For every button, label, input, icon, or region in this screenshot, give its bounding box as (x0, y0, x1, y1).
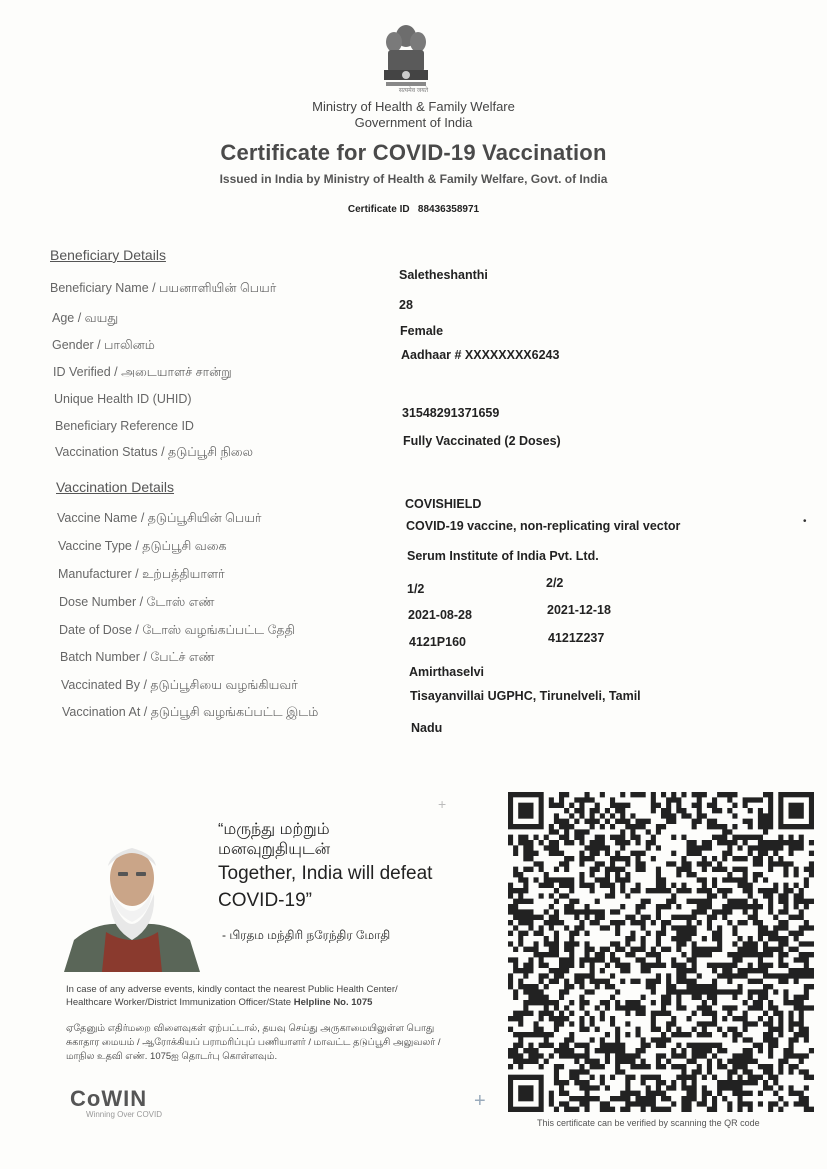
certificate-id (0, 204, 827, 215)
value-batch-1: 4121P160 (409, 635, 467, 649)
value-vaccination-at-line1: Tisayanvillai UGPHC, Tirunelveli, Tamil (410, 689, 641, 703)
helpline-number: Helpline No. 1075 (293, 997, 373, 1008)
value-reference-id: 31548291371659 (402, 406, 500, 420)
certificate-subtitle: Issued in India by Ministry of Health & Family Welfare, Govt. of India (219, 172, 608, 186)
value-date-1: 2021-08-28 (408, 608, 472, 622)
value-vaccine-type: COVID-19 vaccine, non-replicating viral vector (406, 519, 681, 533)
ministry-name: Ministry of Health & Family Welfare (312, 99, 515, 114)
certificate-id-label: Certificate ID (347, 204, 410, 215)
plus-mark-icon: + (438, 796, 447, 812)
emblem-motto: सत्यमेव जयते (398, 88, 429, 94)
cowin-logo: CoWIN (70, 1086, 148, 1111)
value-id-verified: Aadhaar # XXXXXXXX6243 (401, 348, 560, 362)
value-dose-1: 1/2 (407, 582, 425, 596)
label-vaccine-name: Vaccine Name / தடுப்பூசியின் பெயர் (57, 511, 262, 525)
beneficiary-section-title: Beneficiary Details (50, 247, 166, 263)
value-beneficiary-name: Saletheshanthi (399, 268, 488, 282)
label-vaccination-at: Vaccination At / தடுப்பூசி வழங்கப்பட்ட இடம் (62, 705, 319, 719)
value-vaccine-name: COVISHIELD (405, 497, 482, 511)
pm-quote (218, 820, 478, 914)
value-vaccination-at-line2: Nadu (411, 721, 443, 735)
label-manufacturer: Manufacturer / உற்பத்தியாளர் (58, 567, 225, 581)
certificate-id-value: 88436358971 (417, 204, 480, 215)
label-reference-id: Beneficiary Reference ID (55, 419, 194, 433)
adverse-events-english (66, 983, 486, 1009)
label-vaccinated-by: Vaccinated By / தடுப்பூசியை வழங்கியவர் (61, 678, 298, 692)
quote-tamil-line1: “மருந்து மற்றும் (218, 821, 330, 838)
label-date-of-dose: Date of Dose / டோஸ் வழங்கப்பட்ட தேதி (59, 623, 295, 637)
value-batch-2: 4121Z237 (548, 631, 605, 645)
adverse-ta-line3: மாநில உதவி எண். 1075ஐ தொடர்பு கொள்ளவும். (66, 1051, 278, 1062)
label-dose-number: Dose Number / டோஸ் எண் (59, 595, 215, 609)
label-id-verified: ID Verified / அடையாளச் சான்று (53, 365, 232, 379)
quote-english-line2: COVID-19” (218, 890, 312, 911)
portrait-image (64, 836, 200, 972)
adverse-en-line1: In case of any adverse events, kindly contact the nearest Public Health Center/ (66, 984, 398, 995)
pm-caption: - பிரதம மந்திரி நரேந்திர மோதி (222, 928, 391, 942)
label-vaccine-type: Vaccine Type / தடுப்பூசி வகை (58, 539, 227, 553)
label-gender: Gender / பாலினம் (52, 338, 155, 352)
scan-mark: • (803, 516, 807, 527)
label-age: Age / வயது (52, 311, 119, 325)
plus-mark-icon: + (474, 1090, 486, 1112)
label-vaccination-status: Vaccination Status / தடுப்பூசி நிலை (55, 445, 254, 459)
qr-code (508, 792, 814, 1112)
value-vaccination-status: Fully Vaccinated (2 Doses) (403, 434, 561, 448)
value-age: 28 (399, 298, 413, 312)
label-batch-number: Batch Number / பேட்ச் எண் (60, 650, 215, 664)
quote-tamil-line2: மனவுறுதியுடன் (218, 841, 331, 858)
adverse-en-line2: Healthcare Worker/District Immunization Officer/State Helpline No. 1075 (66, 997, 373, 1008)
value-vaccinated-by: Amirthaselvi (409, 665, 485, 679)
label-uhid: Unique Health ID (UHID) (54, 392, 192, 406)
vaccination-section-title: Vaccination Details (56, 479, 175, 495)
adverse-ta-line2: சுகாதார மையம் / ஆரோக்கியப் பராமரிப்புப் பணியாளர் / மாவட்ட தடுப்பூசி அலுவலர் / (66, 1037, 441, 1048)
adverse-ta-line1: ஏதேனும் எதிர்மறை விளைவுகள் ஏற்பட்டால், தயவு செய்து அருகாமையிலுள்ள பொது (66, 1023, 435, 1034)
certificate-title: Certificate for COVID-19 Vaccination (220, 140, 607, 165)
value-gender: Female (400, 324, 444, 338)
verify-text: This certificate can be verified by scanning the QR code (537, 1118, 760, 1128)
government-name: Government of India (354, 115, 473, 130)
quote-english-line1: Together, India will defeat (218, 863, 433, 884)
cowin-tagline: Winning Over COVID (86, 1110, 163, 1119)
label-beneficiary-name: Beneficiary Name / பயனாளியின் பெயர் (50, 281, 277, 295)
value-manufacturer: Serum Institute of India Pvt. Ltd. (407, 549, 599, 563)
adverse-events-tamil (66, 1022, 496, 1064)
value-dose-2: 2/2 (546, 576, 564, 590)
value-date-2: 2021-12-18 (547, 603, 611, 617)
